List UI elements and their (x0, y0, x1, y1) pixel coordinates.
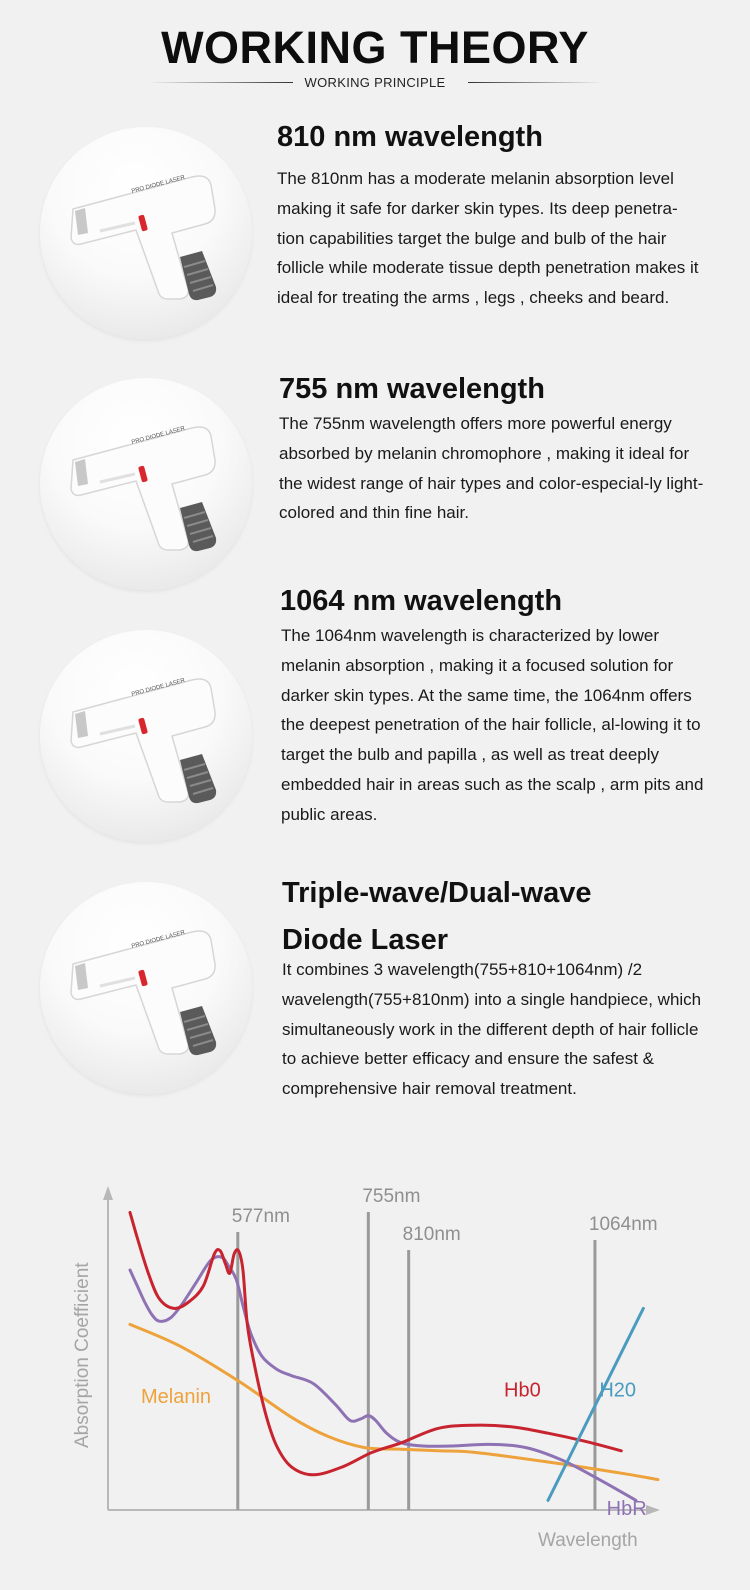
section-title-line2: Diode Laser (282, 924, 448, 956)
series-label-hbr: HbR (606, 1497, 647, 1520)
handpiece-image (40, 378, 252, 590)
section-body: The 755nm wavelength offers more powerful energy absorbed by melanin chromophore , making it ideal for the widest range of hair types and color-especial-ly light-colored and thin fine hair. (279, 414, 704, 523)
svg-text:PRO DIODE LASER: PRO DIODE LASER (130, 174, 186, 195)
svg-text:PRO DIODE LASER: PRO DIODE LASER (130, 677, 186, 698)
laser-handpiece-icon (40, 127, 252, 339)
svg-text:PRO DIODE LASER: PRO DIODE LASER (130, 425, 186, 446)
chart-svg (0, 1140, 750, 1580)
section-body: The 810nm has a moderate melanin absorption level making it safe for darker skin types. Its deep penetra-tion capabilities target the bulge and bulb of the hair follicle while moderate tissue depth penetration makes it ideal for treating the arms , legs , cheeks and beard. (277, 169, 699, 308)
laser-handpiece-icon (40, 378, 252, 590)
series-label-melanin: Melanin (141, 1385, 212, 1408)
page-title: WORKING THEORY (161, 22, 589, 73)
section-body: The 1064nm wavelength is characterized by lower melanin absorption , making it a focused solution for darker skin types. At the same time, the 1064nm offers the deepest penetration of the hair follicle, al-lowing it to target the bulb and papilla , as well as treat deeply embedded hair in areas such as the scalp , arm pits and public areas. (281, 626, 704, 824)
section-title-line1: Triple-wave/Dual-wave (282, 877, 592, 909)
absorption-chart (0, 1140, 750, 1580)
handpiece-image (40, 882, 252, 1094)
series-line-hb0 (130, 1212, 621, 1474)
marker-label-577nm: 577nm (231, 1206, 290, 1227)
series-label-h20: H20 (599, 1379, 637, 1402)
marker-label-810nm: 810nm (402, 1224, 461, 1245)
x-axis-title: Wavelength (538, 1530, 638, 1551)
header (0, 0, 750, 110)
y-axis-arrow (103, 1186, 113, 1200)
series-label-hb0: Hb0 (504, 1379, 541, 1402)
svg-text:PRO DIODE LASER: PRO DIODE LASER (130, 929, 186, 950)
marker-label-755nm: 755nm (362, 1186, 421, 1207)
handpiece-image (40, 630, 252, 842)
x-axis-arrow (646, 1505, 660, 1515)
section-title: 755 nm wavelength (279, 373, 545, 405)
section-body: It combines 3 wavelength(755+810+1064nm) /2 wavelength(755+810nm) into a single handpiece, which simultaneously work in the different depth of hair follicle to achieve better efficacy and ensure the safest & comprehensive hair removal treatment. (282, 960, 702, 1099)
y-axis-title: Absorption Coefficient (72, 1262, 93, 1448)
section-title: 1064 nm wavelength (280, 585, 563, 617)
page-subtitle: WORKING PRINCIPLE (304, 75, 446, 90)
section-title: 810 nm wavelength (277, 121, 543, 153)
laser-handpiece-icon (40, 882, 252, 1094)
divider-right (468, 82, 603, 83)
handpiece-image (40, 127, 252, 339)
marker-label-1064nm: 1064nm (588, 1214, 658, 1235)
laser-handpiece-icon (40, 630, 252, 842)
